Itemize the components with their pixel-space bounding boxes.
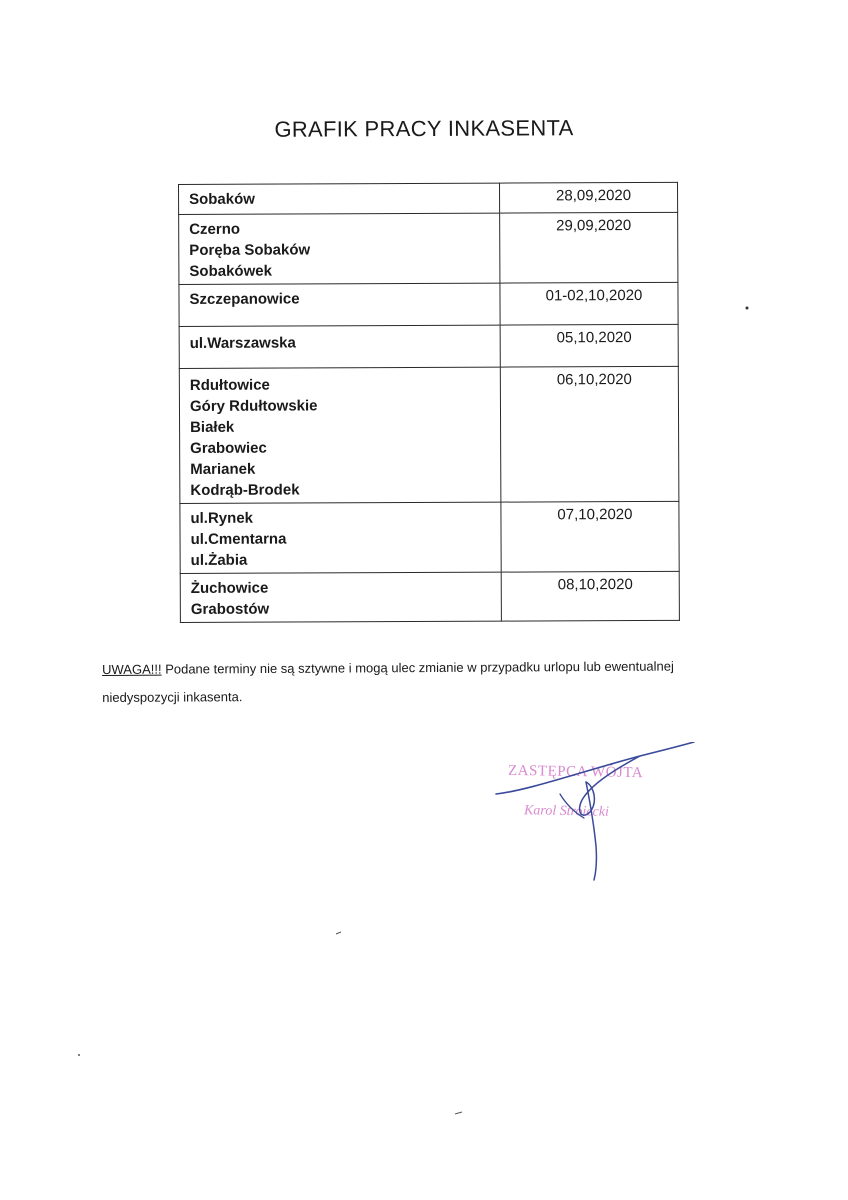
place-name: Grabostów	[190, 600, 270, 618]
place-name: Grabowiec	[190, 439, 267, 457]
table-row	[179, 282, 678, 326]
place-name: Białek	[190, 418, 235, 436]
date-value: 01-02,10,2020	[545, 286, 643, 305]
table-row	[179, 212, 678, 284]
table-row	[179, 324, 678, 368]
date-cell	[499, 182, 677, 213]
date-cell	[500, 366, 679, 502]
place-name: Żuchowice	[190, 579, 269, 597]
scan-speck	[335, 930, 343, 936]
place-name: Czerno	[189, 220, 241, 238]
place-cell	[179, 283, 500, 326]
place-name: Poręba Sobaków	[189, 241, 311, 259]
table-row	[180, 501, 679, 573]
date-cell	[501, 501, 679, 572]
date-value: 29,09,2020	[556, 217, 632, 235]
place-cell	[180, 572, 501, 622]
place-cell	[179, 213, 500, 284]
date-value: 05,10,2020	[556, 329, 632, 347]
stamp-title: ZASTĘPCA WÓJTA	[507, 762, 644, 782]
table-row	[179, 182, 678, 214]
notice-text: Podane terminy nie są sztywne i mogą ulec zmianie w przypadku urlopu lub ewentualnej niedyspozycji inkasenta.	[102, 658, 674, 705]
notice-paragraph	[102, 652, 742, 712]
date-cell	[500, 212, 678, 283]
schedule-table	[178, 182, 680, 623]
place-name: ul.Rynek	[190, 509, 254, 527]
date-cell	[501, 571, 679, 621]
place-name: Sobakówek	[189, 262, 272, 280]
place-name: ul.Żabia	[190, 551, 248, 569]
place-name: Szczepanowice	[189, 290, 300, 308]
place-name: ul.Warszawska	[189, 334, 296, 352]
table-row	[179, 366, 679, 503]
date-value: 07,10,2020	[557, 506, 633, 524]
place-cell	[180, 502, 501, 573]
handwritten-signature	[490, 742, 710, 882]
table-row	[180, 571, 679, 622]
place-name: ul.Cmentarna	[190, 530, 287, 548]
place-cell	[179, 367, 501, 503]
scan-speck	[454, 1110, 464, 1116]
stamp-name: Karol Stroiecki	[523, 803, 610, 820]
place-name: Kodrąb-Brodek	[190, 481, 300, 499]
place-name: Marianek	[190, 460, 256, 478]
place-name: Góry Rdułtowskie	[189, 397, 318, 415]
place-name: Sobaków	[189, 190, 255, 208]
date-value: 08,10,2020	[557, 576, 633, 594]
scan-speck	[744, 305, 750, 311]
place-name: Rdułtowice	[189, 376, 270, 394]
date-cell	[500, 282, 678, 325]
official-stamp	[490, 742, 710, 882]
place-cell	[179, 325, 500, 368]
date-value: 06,10,2020	[556, 371, 632, 389]
scan-speck	[76, 1052, 82, 1058]
date-value: 28,09,2020	[555, 187, 632, 205]
page-title: GRAFIK PRACY INKASENTA	[274, 115, 574, 142]
notice-label: UWAGA!!!	[102, 661, 162, 677]
place-cell	[179, 183, 500, 214]
date-cell	[500, 324, 678, 367]
